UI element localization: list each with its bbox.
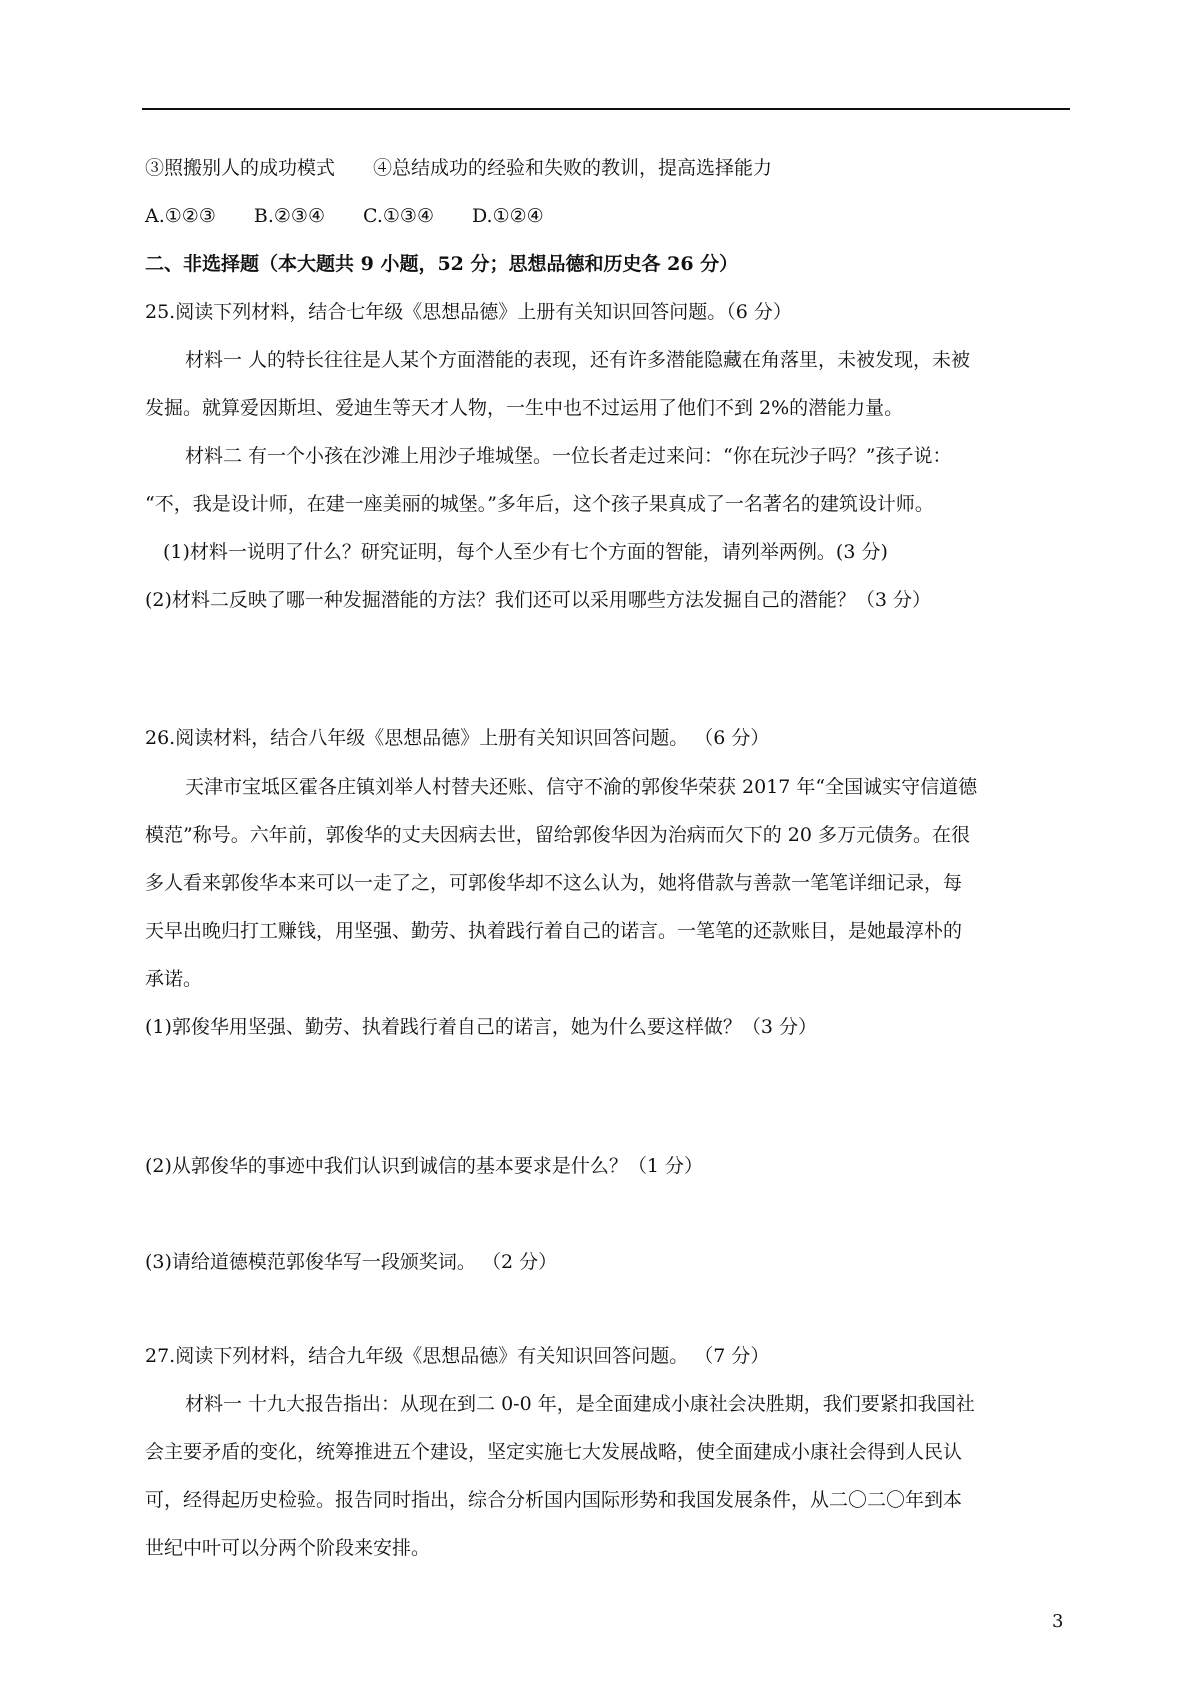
page-number: 3 (1052, 1611, 1064, 1632)
q24-item-3: ③照搬别人的成功模式 (145, 157, 336, 179)
q25-prompt: 25.阅读下列材料，结合七年级《思想品德》上册有关知识回答问题。（6 分） (145, 301, 792, 323)
q27-prompt: 27.阅读下列材料，结合九年级《思想品德》有关知识回答问题。 （7 分） (145, 1345, 770, 1367)
q25-material2-line2: “不，我是设计师，在建一座美丽的城堡。”多年后，这个孩子果真成了一名著名的建筑设计师。 (145, 493, 934, 515)
q24-choices (145, 204, 544, 228)
q26-material-line1: 天津市宝坻区霍各庄镇刘举人村替夫还账、信守不渝的郭俊华荣获 2017 年“全国诚实守信道德 (185, 776, 978, 798)
q27-material1-line4: 世纪中叶可以分两个阶段来安排。 (145, 1537, 431, 1559)
q26-sub-question-1: (1)郭俊华用坚强、勤劳、执着践行着自己的诺言，她为什么要这样做？（3 分） (145, 1016, 818, 1038)
q27-material1-line3: 可，经得起历史检验。报告同时指出，综合分析国内国际形势和我国发展条件，从二〇二〇年到本 (145, 1489, 963, 1511)
q24-choice-d: D.①②④ (471, 205, 544, 227)
q24-choice-a: A.①②③ (145, 205, 216, 227)
q25-material1-line1: 材料一 人的特长往往是人某个方面潜能的表现，还有许多潜能隐藏在角落里，未被发现，未被 (185, 349, 971, 371)
q26-prompt: 26.阅读材料，结合八年级《思想品德》上册有关知识回答问题。 （6 分） (145, 727, 770, 749)
q26-material-line3: 多人看来郭俊华本来可以一走了之，可郭俊华却不这么认为，她将借款与善款一笔笔详细记录，每 (145, 872, 963, 894)
q24-options-line (145, 156, 772, 180)
q26-material-line4: 天早出晚归打工赚钱，用坚强、勤劳、执着践行着自己的诺言。一笔笔的还款账目，是她最淳朴的 (145, 920, 963, 942)
q27-material1-line1: 材料一 十九大报告指出：从现在到二 0-0 年，是全面建成小康社会决胜期，我们要紧扣我国社 (185, 1393, 975, 1415)
q25-sub-question-2: (2)材料二反映了哪一种发掘潜能的方法？我们还可以采用哪些方法发掘自己的潜能？（3 分） (145, 589, 932, 611)
q26-material-line5: 承诺。 (145, 968, 203, 990)
q27-material1-line2: 会主要矛盾的变化，统筹推进五个建设，坚定实施七大发展战略，使全面建成小康社会得到人民认 (145, 1441, 963, 1463)
q24-choice-b: B.②③④ (253, 205, 325, 227)
q26-sub-question-3: (3)请给道德模范郭俊华写一段颁奖词。 （2 分） (145, 1251, 558, 1273)
section-2-heading: 二、非选择题（本大题共 9 小题，52 分；思想品德和历史各 26 分） (145, 253, 739, 275)
q26-material-line2: 模范”称号。六年前，郭俊华的丈夫因病去世，留给郭俊华因为治病而欠下的 20 多万元债务。在很 (145, 824, 970, 846)
q25-material1-line2: 发掘。就算爱因斯坦、爱迪生等天才人物，一生中也不过运用了他们不到 2%的潜能力量。 (145, 397, 904, 419)
q24-choice-c: C.①③④ (362, 205, 434, 227)
q25-sub-question-1: (1)材料一说明了什么？研究证明，每个人至少有七个方面的智能，请列举两例。(3 分) (163, 541, 888, 563)
q24-item-4: ④总结成功的经验和失败的教训，提高选择能力 (373, 157, 773, 179)
q25-material2-line1: 材料二 有一个小孩在沙滩上用沙子堆城堡。一位长者走过来问：“你在玩沙子吗？”孩子说： (185, 445, 952, 467)
header-rule (142, 108, 1070, 110)
q26-sub-question-2: (2)从郭俊华的事迹中我们认识到诚信的基本要求是什么？（1 分） (145, 1155, 704, 1177)
